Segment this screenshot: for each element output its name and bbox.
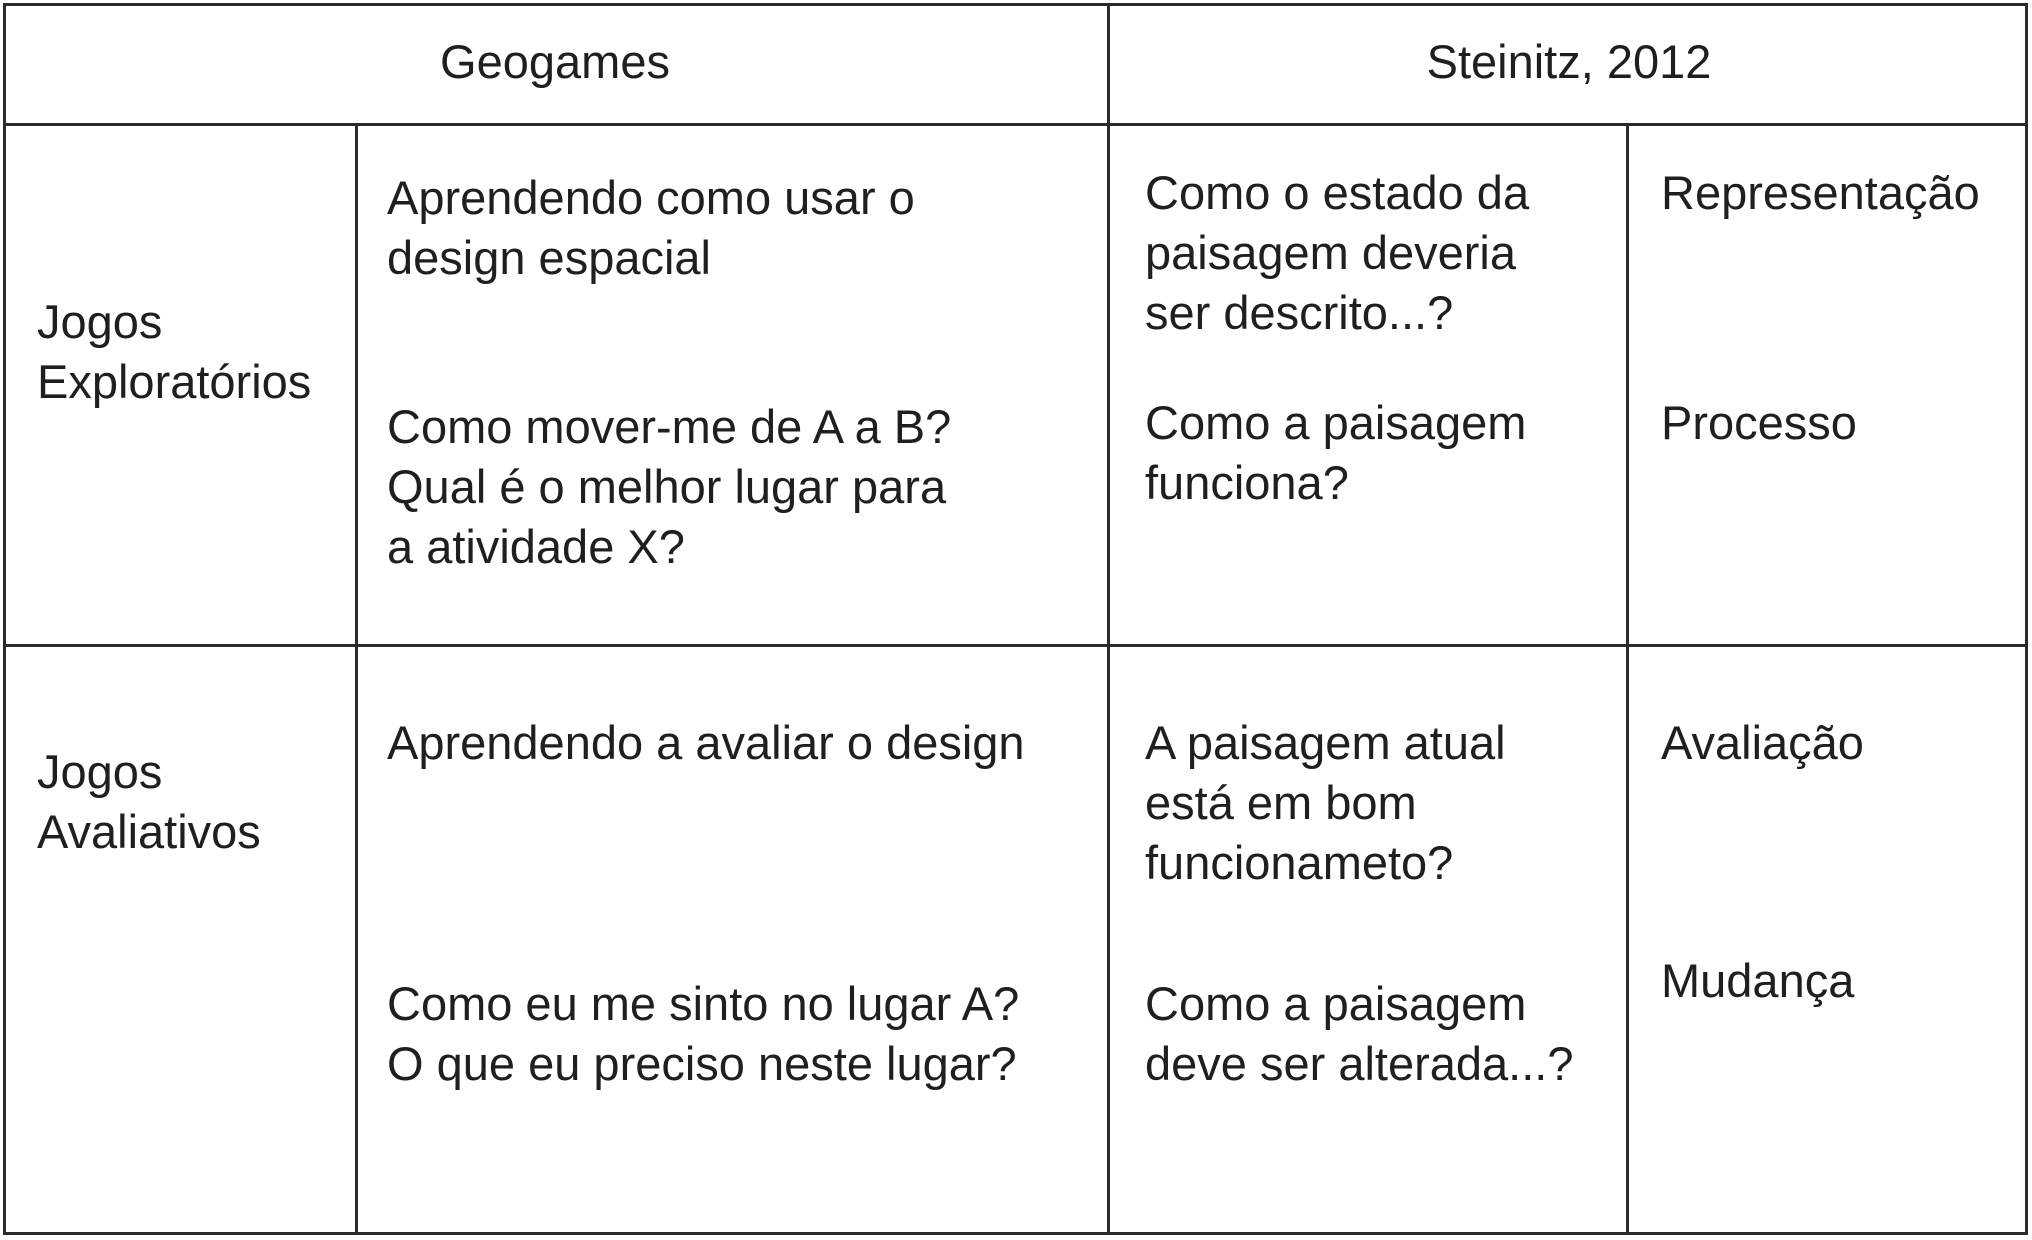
header-divider xyxy=(3,123,2028,126)
steinitz-evaluative-top: A paisagem atual está em bom funcionameto? xyxy=(1145,716,1506,889)
geogames-header: Geogames xyxy=(440,35,670,88)
row-divider xyxy=(3,644,2028,647)
steinitz-exploratory-bottom: Como a paisagem funciona? xyxy=(1145,396,1527,509)
category-evaluative: Jogos Avaliativos xyxy=(37,745,261,858)
header-column-divider xyxy=(1107,3,1110,1235)
geogames-evaluative-bottom: Como eu me sinto no lugar A? O que eu preciso neste lugar? xyxy=(387,977,1020,1090)
geogames-evaluative-top: Aprendendo a avaliar o design xyxy=(387,716,1025,769)
label-change: Mudança xyxy=(1661,954,1855,1007)
category-column-divider xyxy=(355,123,358,1235)
label-evaluation: Avaliação xyxy=(1661,716,1864,769)
label-column-divider xyxy=(1626,123,1629,1235)
geogames-exploratory-top: Aprendendo como usar o design espacial xyxy=(387,171,915,284)
steinitz-header: Steinitz, 2012 xyxy=(1426,35,1712,88)
geogames-exploratory-bottom: Como mover-me de A a B? Qual é o melhor lugar para a atividade X? xyxy=(387,400,952,573)
steinitz-evaluative-bottom: Como a paisagem deve ser alterada...? xyxy=(1145,977,1574,1090)
label-process: Processo xyxy=(1661,396,1857,449)
label-representation: Representação xyxy=(1661,166,1980,219)
category-exploratory: Jogos Exploratórios xyxy=(37,295,312,408)
steinitz-exploratory-top: Como o estado da paisagem deveria ser descrito...? xyxy=(1145,166,1530,339)
